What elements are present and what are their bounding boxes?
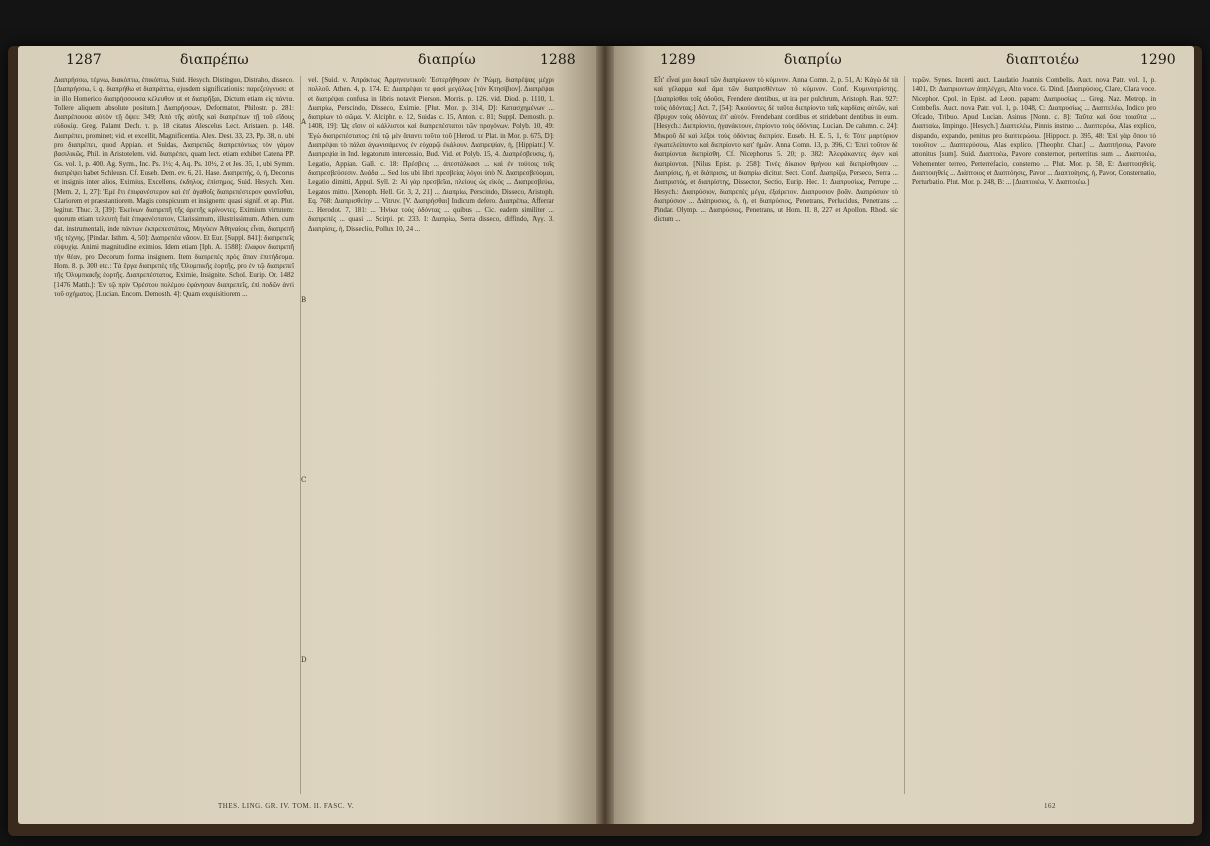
page-footer-signature: THES. LING. GR. IV. TOM. II. FASC. V.: [218, 802, 355, 810]
text-column-b: vel. [Suid. v. Ἀπράκτως Ἀρμηνευτικοῦ: Ἐστερήθησαν ἐν Ῥώμῃ, διαπρέψας μέχρι πολλοῦ. Athen. 4, p. 174. E: Διαπρέψαι τε φασὶ μεγάλως [τὸν Κτησίβιον]. Διαπρέψαι et διατρέψαι confusa in libris notavit Pierson. Morris. p. 126. vid. Diod. p. 1110, 1. Διαπρίω, Perscindo, Disseco, Eximie. [Plut. Mor. p. 314, D]: Κατασχημένων ... διαπρίων τὸ σῶμα. V. Alciphr. e. 12, Suidas c. 15, Anton. c. 81; Suppl. Demosth. p. 1408, 19]: Ὡς εἴσιν οἱ κάλλιστοι καὶ διαπρεπέστατοι τῶν προγόνων. Polyb. 10, 49: Ἐγὼ διαπρεπέστατος: ἐπὶ τῷ μὲν ἅπαντι τοῦτο τοῦ [Herod. τε Plat. in Mor. p. 675, D]: Διαπρέψαι τὸ πάλαι ἀγωνισάμενος ἐν εὐχαρῷ ἐκάλουν. Διαπρεψίαν, ἡ, [Hippiatr.] V. Διαπρεψία in Ind. legatorum intercessio, Bud. Vid. et Polyb. 15, 4. Διαπρέσβευσις, ἡ, Legatio, Appian. Gall. c. 18: Πρέσβεις ... ἀπεστάλκασι ... καὶ ἐν τούτοις τοῖς διαπρεσβεύσεσιν. Δυάδα ... Sed los ubi libri πρεσβείας λόγοι ὑπὸ Ν. Διαπρεσβεύομαι, Legatio dimitti, Appul. Syll. 2: Αἱ γὰρ πρεσβεῖαι, πλείους ὡς εἰκὸς ... Διαπρεσβεύω, Legatos mitto. [Xenoph. Hell. Gr. 3, 2, 21] ... Διαπρίω, Perscindo, Disseco, Aristoph. Eq. 768: Διαπρισθείην ... Vitruv. [V. Διαπρήσθαι] Indicum defero. Διαπρέπω, Afferrar ... Herodot. 7, 181: ... Ἡνίκα τοὺς ὀδόντας ... quibus ... Cic. eadem similiter ... διαπρεπὲς ... quasi ... Scirpi. pr. 233. Ι: Διαπρίω, Serra dissecο, diffindo, Ἀγγ. 3. Διαπρίσις, ἡ, Disseclio, Pollux 10, 24 ...: [308, 76, 554, 233]
column-rule: [904, 76, 905, 794]
column-number-1289: 1289: [660, 52, 696, 68]
right-page: [614, 46, 1194, 824]
text-column-a: Εἶτ' εἶναί μοι δοκεῖ τῶν διαπρίωνον τὸ κύμινον. Anna Comn. 2, p. 51, A: Κἀγὼ δὲ τὰ καὶ γέλαρμα καὶ ἅμα τῶν διαπρισθέντων τὸ κύμινον. Conf. Κυμινοπρίστης. [Διαπρίσθαι τοῖς ὀδοῦσι, Frendere dentibus, ut ira per pulchrum, Aristoph. Ran. 927: τοὺς ὀδόντας.] Act. 7, [54]: Ἀκούοντες δὲ ταῦτα διεπρίοντο ταῖς καρδίαις αὐτῶν, καὶ ἔβρυχον τοὺς ὀδόντας ἐπ' αὐτόν. Frendebant cordibus et stridebant dentibus in eum. [Hesych.: Διεπρίοντο, ἠγανάκτουν, ἐπρίοντο τοὺς ὀδόντας. Lucian. De calumn. c. 24]: Μικροῦ δὲ καὶ λέξοι τοὺς ὀδόντας διεπρίσε. Euseb. H. E. 5, 1, 6: Τότε μαρτύριον ἐγκατελείποντο καὶ διεπρίοντο κατ' ἡμῶν. Anna Comn. 13, p. 396, C: Ἐπεὶ τοῦτον δὲ διαπρίονται διεπρίσθη. Cf. Nicephorus 5. 20; p. 382: Ἀλεφάκαντες ἀγεν καὶ διαπρίονται. [Nilus Epist. p. 258]: Τινὲς δίκαιον θρήνου καὶ διεπρίσθησαν ... Διαπρίσις, ἡ, et διάπρισις, ut διαπρίω dicitur. Sect. Conf. Διαπρίζω, Perseco, Serra ... Διαπριστός, et διαπρίστης, Dissector, Sectio, Eurip. Hec. 1: Διαπρυσίως, Perrupe ... Hesych.: Διαπρύσιον, διαπρεπὲς μέγα, ἐξαίρετον. Διαπρυσιον βοᾶν. Διαπρύσιον τὸ διαπρύσιον ... Διάπρυσιος, ὁ, ἡ, et διαπρύσιος, Penetrans, Perlucidus, Penetrans ... Pindar. Olymp. ... Διαπρύσιος, Penetrans, ut Hom. II. 8, 227 et Apollon. Rhod. sic dictum ...: [654, 76, 898, 224]
column-number-1288: 1288: [540, 52, 576, 68]
running-headword-a: διαπρίω: [784, 52, 842, 68]
margin-marker-d: D: [301, 656, 307, 664]
margin-marker-a: A: [301, 118, 307, 126]
margin-marker-c: C: [301, 476, 307, 484]
column-rule: [300, 76, 301, 794]
page-signature: 162: [1044, 802, 1056, 810]
column-number-1290: 1290: [1140, 52, 1176, 68]
running-headword-b: διαπρίω: [418, 52, 476, 68]
text-column-b: τερῶν. Synes. Incerti auct. Laudatio Joannis Combelis. Auct. nova Patr. vol. 1, p. 1401, D: Διαπριοντων ἀπηλέγχει, Alto voce. G. Dind. [Διαπρύσιος, Clare, Clara voce. Nicephor. Cpol. in Epist. ad Leon. papam: Διαπρυσίως ... Greg. Naz. Metrop. in Combefis. Auct. nova Patr. vol. 1, p. 1048, C: Διαπρυσίως ... Διαπτελέω, Indico pro Ofcado, Tribuo. Apud Lucian. Asinus [Nonn. c. 8]: Ταῦτα καὶ ὅσα τοιαῦτα ... Διαπταίω, Impingo. [Hesych.] Διαπτελέω, Pinnis instruo ... Διαπτερόω, Alas explico, dispando, expando, penitus pro διαπτερώσω. [Hippocr. p. 395, 48: Ἐπὶ γὰρ ὅπου τὸ τοιοῦτον ... Διαπτερύσσω, Alas explico. [Theophr. Char.] ... Διαπτήσσω, Pavore attonitus [sum]. Suid. Διαπτοέω, Pavore consternor, perterritus sum ... Διαπτοιέω, Vehementer terreo, Perterrefacio, consterno ... Plut. Mor. p. 58, E: Διαπτοιηθεὶς. Διαπτοιηθεὶς ... Διάπτοιος et Διαπτόησις, Pavor ... Διαπτοίησις, ἡ, Pavor, Consternatio, Perturbatio. Plut. Mor. p. 248, B: ... [Διαπτοιέω, V. Διαπτοιέω.]: [912, 76, 1156, 187]
right-page-header: [614, 52, 1194, 72]
left-page: [18, 46, 596, 824]
column-number-1287: 1287: [66, 52, 102, 68]
margin-marker-b: B: [301, 296, 307, 304]
text-column-a: Διαπρήσσω, τέμνω, διακόπτω, ἐπικόπτω, Suid. Hesych. Distinguo, Distraho, disseco. [Διαπρήσσω, ἰ. q. διαπρήθω et διαπράττω, ejusdem significationis: παρεζεύγνυσι: et in illo Homerico διαπρήσσουσα κέλευθον ut et διαπρῆξαι, Dictum etiam εἰς πάντα. Tollere aliquem absolute positum.] Διαπρήσσων, Deformator, Philostr. p. 281: Διαπρέπουσα αὐτὸν τῇ ὄψει: 349; Ἀπὸ τῆς αὐτῆς καὶ διαπρέπων τῇ τοῦ εἴδους εὐδοκίᾳ. Greg. Palamt Dech. τ. p. 18 citatus Alescelus Lect. Aristaen. p. 148. Διαπρέπει, prominet; vid. et excellit, Magnificentia. Alex. Dest. 33, 23, Pp. 38, n. ubi pro διαπρέπει, quod Appian. et Suidas, Διαπρεπῶς διαπρεπόντως τὸν γάμον βασιλικῶς, Phil. in Aristotelem. vid. διαπρέπει, quam lect. etiam exhibet Catena PP. Gs. vol. 1, p. 400. Ag. Syrm., Inc. Ps. 1½; 4, Aq. Ps. 10½, 2 et Jes. 35, 1, ubi Symm. διαπρέψει habet Schleusn. Cf. Euseb. Dem. ev. 6, 21. Hase. Διαπρεπής, ὁ, ἡ, Decorus et insignis inter alios, Eximius, Excellens, ἐκδηλος, ἐπίσημος, Suid. Hesych. Xen. [Mem. 2, 1, 27]: Ἐμὲ ἔτι ἐπιφανέστερον καὶ ἐπ' ἀγαθοῖς διαπρεπέστερον φανεῖσθαι, Clariorem et praestantiorem. Magis conspicuum et insignem: quasi signif. et ap. Plut. legitur. Thuc. 3, [39]: Ἐκείνων διαπρεπῆ τῆς ἀρετῆς κρίνοντες. Eximium virtutem: quorum etiam τελευτὴ fuit ἐπιφανέστατον, Clarissimum, illustrissimum. Athen. cum dat. instrumentali, inde πάντων ἐκπρεπεστάτοις, Μηνύειν Ἀθηναίοις εἶναι, διαπρεπῆ τῆς τέχνης. [Pindar. Isthm. 4, 50]: Διαπρεπέα νᾶσον. Et Eur. [Suppl. 841]: διαπρεπεῖς εὐψυχίᾳ. Animi magnitudine eximios. Idem etiam [Iph. A. 1588]: ἔλαφον διαπρεπῆ τὴν θέαν, pro Decorum forma insignem. Item διαπρεπὲς πρὸς ἅπαν ἐπιτήδευμα. Hom. 8. p. 300 etc.: Τὰ ἔργα διαπρεπὲς τῆς Ὀλυμπικῆς ἑορτῆς, pro ἐν τῷ διαπρεπεῖ τῆς Ὀλυμπιακῆς ἑορτῆς. Διαπρεπέστατος, Eximie, Insignite. Schol. Eurip. Or. 1482 [1476 Matth.]: Ἐν τῷ πρὶν Ὀρέστου πολέμου ἐφάνησαν διαπρεπεῖς, ἐπὶ ποδῶν ἀντὶ τοῦ σχήματος. [Lucian. Encom. Demosth. 4]: Quam exquisitiorem ...: [54, 76, 294, 298]
running-headword-b: διαπτοιέω: [1006, 52, 1079, 68]
running-headword-a: διαπρέπω: [180, 52, 249, 68]
book-gutter: [596, 46, 614, 824]
left-page-header: [18, 52, 596, 72]
